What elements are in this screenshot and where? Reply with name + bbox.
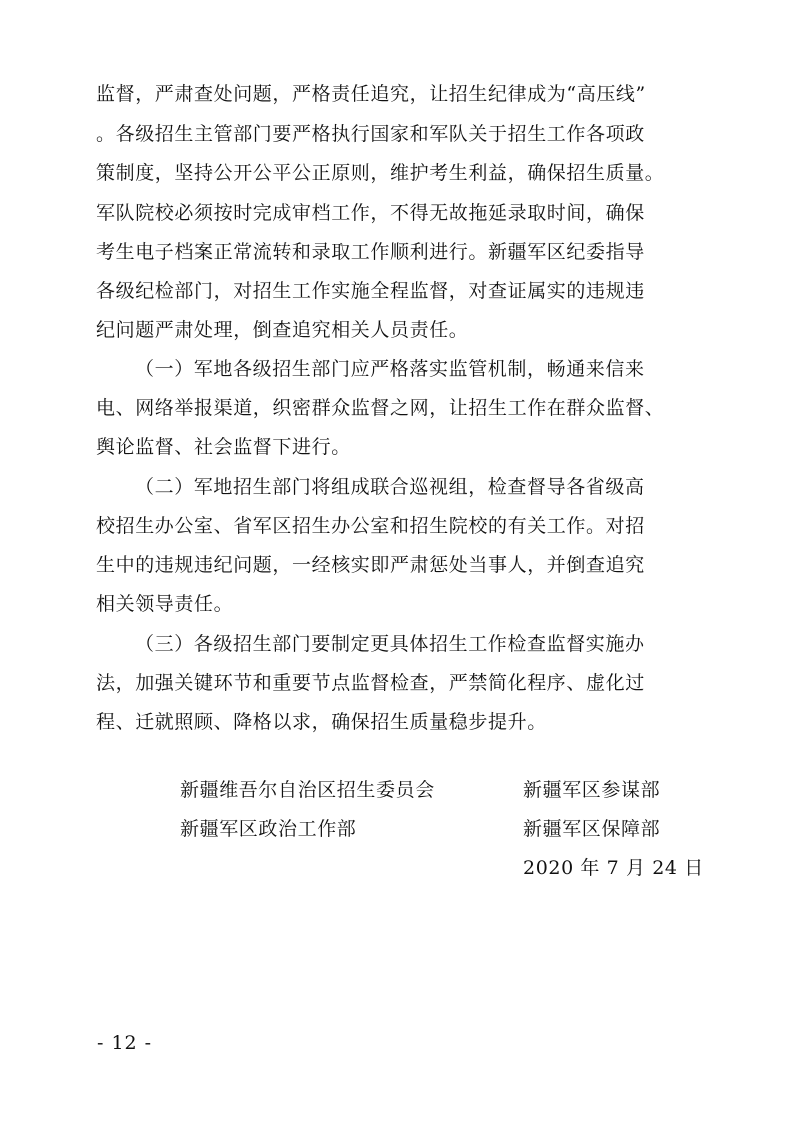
body-line: 军队院校必须按时完成审档工作，不得无故拖延录取时间，确保 — [96, 202, 645, 224]
signature-issuer-1: 新疆维吾尔自治区招生委员会 — [180, 779, 435, 801]
body-line: 各级纪检部门，对招生工作实施全程监督，对查证属实的违规违 — [96, 280, 645, 302]
body-line: 策制度，坚持公开公平公正原则，维护考生利益，确保招生质量。 — [96, 162, 665, 184]
body-line: 程、迁就照顾、降格以求，确保招生质量稳步提升。 — [96, 711, 547, 733]
signature-issuer-3: 新疆军区政治工作部 — [180, 818, 357, 840]
paragraph-3-first-line: （三）各级招生部门要制定更具体招生工作检查监督实施办 — [135, 633, 645, 655]
paragraph-1-first-line: （一）军地各级招生部门应严格落实监管机制，畅通来信来 — [135, 358, 645, 380]
body-line: 生中的违规违纪问题，一经核实即严肃惩处当事人，并倒查追究 — [96, 554, 645, 576]
body-line: 舆论监督、社会监督下进行。 — [96, 436, 351, 458]
body-line: 相关领导责任。 — [96, 593, 234, 615]
signature-issuer-4: 新疆军区保障部 — [523, 818, 661, 840]
body-line: 纪问题严肃处理，倒查追究相关人员责任。 — [96, 319, 469, 341]
paragraph-2-first-line: （二）军地招生部门将组成联合巡视组，检查督导各省级高 — [135, 476, 645, 498]
body-line: 法，加强关键环节和重要节点监督检查，严禁简化程序、虚化过 — [96, 672, 645, 694]
body-line: 。各级招生主管部门要严格执行国家和军队关于招生工作各项政 — [96, 123, 645, 145]
body-line: 校招生办公室、省军区招生办公室和招生院校的有关工作。对招 — [96, 515, 645, 537]
signature-issuer-2: 新疆军区参谋部 — [523, 779, 661, 801]
signature-date: 2020 年 7 月 24 日 — [523, 857, 704, 879]
page-number: - 12 - — [97, 1032, 153, 1054]
body-line: 考生电子档案正常流转和录取工作顺利进行。新疆军区纪委指导 — [96, 241, 645, 263]
body-line: 监督，严肃查处问题，严格责任追究，让招生纪律成为“高压线” — [96, 83, 646, 105]
body-line: 电、网络举报渠道，织密群众监督之网，让招生工作在群众监督、 — [96, 397, 665, 419]
